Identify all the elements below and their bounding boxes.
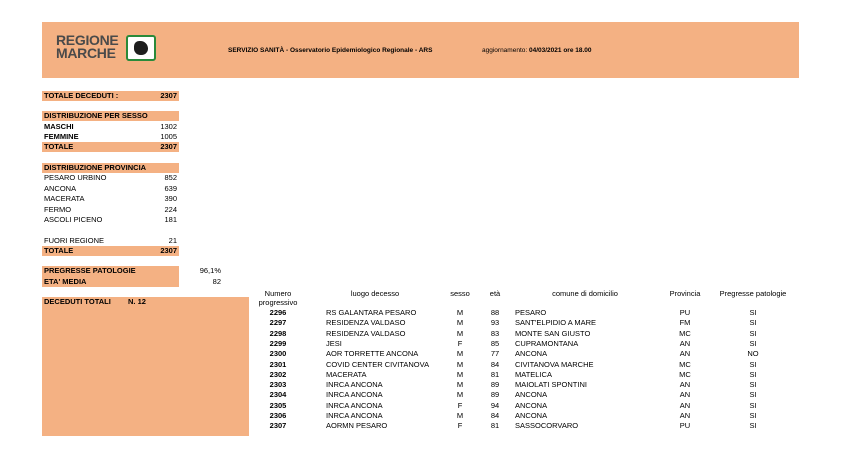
cell-place: RS GALANTARA PESARO	[326, 308, 417, 317]
cell-prov: AN	[679, 400, 691, 410]
outside-region-value: 21	[168, 236, 177, 245]
sex-total-label: TOTALE	[44, 142, 74, 151]
province-pu-label: PESARO URBINO	[44, 173, 107, 182]
cell-age: 94	[490, 400, 500, 410]
cell-place: INRCA ANCONA	[326, 380, 383, 390]
col-header-city: comune di domicilio	[552, 289, 618, 298]
cell-num: 2306	[269, 411, 287, 420]
cell-city: ANCONA	[515, 390, 548, 400]
province-an-label: ANCONA	[44, 183, 77, 193]
cell-path: SI	[749, 328, 757, 338]
province-total-label: TOTALE	[44, 246, 74, 255]
regione-marche-logo	[56, 34, 156, 66]
cell-prov: MC	[679, 328, 691, 338]
cell-age: 88	[490, 308, 500, 317]
cell-sex: M	[456, 349, 464, 359]
col-header-prov: Provincia	[669, 289, 701, 298]
cell-path: NO	[747, 349, 759, 359]
cell-num: 2304	[269, 390, 287, 400]
report-header	[42, 22, 799, 78]
cell-prov: MC	[679, 359, 691, 369]
province-an-value: 639	[164, 183, 177, 193]
cell-sex: F	[457, 421, 463, 431]
cell-place: RESIDENZA VALDASO	[326, 328, 406, 338]
province-mc-label: MACERATA	[44, 194, 85, 203]
province-total-value: 2307	[160, 246, 177, 255]
cell-sex: M	[456, 359, 464, 369]
cell-sex: F	[457, 338, 463, 348]
table-row	[0, 421, 841, 431]
province-pu-value: 852	[164, 173, 177, 182]
cell-place: INRCA ANCONA	[326, 411, 383, 420]
cell-prov: AN	[679, 380, 691, 390]
cell-sex: M	[456, 308, 464, 317]
pathologies-label: PREGRESSE PATOLOGIE	[44, 266, 136, 275]
cell-prov: FM	[679, 318, 691, 328]
region-emblem-icon	[126, 35, 156, 61]
cell-prov: AN	[679, 411, 691, 420]
table-row	[0, 360, 841, 370]
cell-sex: M	[456, 390, 464, 400]
cell-path: SI	[749, 400, 757, 410]
province-fm-label: FERMO	[44, 204, 72, 214]
cell-num: 2300	[269, 349, 287, 359]
cell-sex: M	[456, 328, 464, 338]
cell-city: ANCONA	[515, 349, 548, 359]
cell-num: 2307	[269, 421, 287, 431]
table-row	[0, 411, 841, 421]
cell-num: 2303	[269, 380, 287, 390]
cell-path: SI	[749, 390, 757, 400]
province-title: DISTRIBUZIONE PROVINCIA	[44, 163, 147, 172]
cell-place: AORMN PESARO	[326, 421, 388, 431]
cell-prov: AN	[679, 349, 691, 359]
cell-age: 89	[490, 390, 500, 400]
cell-age: 84	[490, 359, 500, 369]
cell-prov: AN	[679, 338, 691, 348]
sex-male-label: MASCHI	[44, 122, 74, 131]
cell-num: 2301	[269, 359, 287, 369]
daily-deaths-value: N. 12	[128, 297, 146, 306]
cell-place: INRCA ANCONA	[326, 390, 383, 400]
table-row	[0, 318, 841, 328]
sex-male-value: 1302	[160, 122, 177, 131]
cell-num: 2305	[269, 400, 287, 410]
outside-region-label: FUORI REGIONE	[44, 236, 105, 245]
cell-city: SASSOCORVARO	[515, 421, 579, 431]
cell-prov: MC	[679, 369, 691, 379]
table-row	[0, 339, 841, 349]
cell-sex: M	[456, 411, 464, 420]
cell-place: RESIDENZA VALDASO	[326, 318, 406, 328]
cell-city: MONTE SAN GIUSTO	[515, 328, 591, 338]
cell-age: 81	[490, 369, 500, 379]
cell-num: 2296	[269, 308, 287, 317]
cell-path: SI	[749, 369, 757, 379]
cell-sex: F	[457, 400, 463, 410]
table-row	[0, 380, 841, 390]
cell-prov: PU	[679, 421, 691, 431]
avg-age-value: 82	[212, 277, 221, 286]
cell-place: MACERATA	[326, 369, 367, 379]
province-mc-value: 390	[164, 194, 177, 203]
cell-prov: PU	[679, 308, 691, 317]
logo-text	[56, 34, 118, 60]
cell-city: ANCONA	[515, 411, 548, 420]
cell-place: AOR TORRETTE ANCONA	[326, 349, 419, 359]
total-deaths-label: TOTALE DECEDUTI :	[44, 91, 119, 100]
cell-age: 81	[490, 421, 500, 431]
cell-num: 2299	[269, 338, 287, 348]
cell-city: SANT'ELPIDIO A MARE	[515, 318, 597, 328]
sex-title: DISTRIBUZIONE PER SESSO	[44, 111, 148, 120]
cell-num: 2297	[269, 318, 287, 328]
cell-sex: M	[456, 318, 464, 328]
cell-prov: AN	[679, 390, 691, 400]
cell-age: 83	[490, 328, 500, 338]
daily-deaths-label: DECEDUTI TOTALI	[44, 297, 111, 306]
province-fm-value: 224	[164, 204, 177, 214]
cell-path: SI	[749, 338, 757, 348]
logo-line2: MARCHE	[56, 45, 116, 61]
cell-age: 89	[490, 380, 500, 390]
cell-city: ANCONA	[515, 400, 548, 410]
cell-num: 2298	[269, 328, 287, 338]
cell-path: SI	[749, 318, 757, 328]
avg-age-label: ETA' MEDIA	[44, 277, 87, 286]
cell-path: SI	[749, 308, 757, 317]
table-row	[0, 370, 841, 380]
table-row	[0, 308, 841, 318]
table-row	[0, 401, 841, 411]
cell-city: CUPRAMONTANA	[515, 338, 579, 348]
col-header-sex: sesso	[450, 289, 470, 298]
update-value: 04/03/2021 ore 18.00	[528, 47, 592, 54]
sex-female-value: 1005	[160, 132, 177, 141]
sex-total-value: 2307	[160, 142, 177, 151]
cell-path: SI	[749, 411, 757, 420]
cell-city: PESARO	[515, 308, 547, 317]
cell-num: 2302	[269, 369, 287, 379]
cell-age: 84	[490, 411, 500, 420]
service-title: SERVIZIO SANITÀ - Osservatorio Epidemiologico Regionale - ARS	[228, 47, 433, 54]
col-header-path: Pregresse patologie	[719, 289, 787, 298]
sex-female-label: FEMMINE	[44, 132, 79, 141]
cell-age: 85	[490, 338, 500, 348]
table-row	[0, 349, 841, 359]
cell-place: INRCA ANCONA	[326, 400, 383, 410]
cell-age: 77	[490, 349, 500, 359]
cell-city: MATELICA	[515, 369, 552, 379]
cell-sex: M	[456, 369, 464, 379]
col-header-num: Numero progressivo	[258, 289, 298, 307]
cell-city: CIVITANOVA MARCHE	[515, 359, 594, 369]
province-ap-label: ASCOLI PICENO	[44, 215, 103, 224]
cell-path: SI	[749, 380, 757, 390]
pathologies-value: 96,1%	[199, 266, 221, 275]
cell-path: SI	[749, 359, 757, 369]
update-label: aggiornamento:	[482, 47, 528, 54]
table-row	[0, 329, 841, 339]
total-deaths-value: 2307	[160, 91, 177, 100]
col-header-place: luogo decesso	[350, 289, 400, 298]
province-ap-value: 181	[164, 215, 177, 224]
cell-place: COVID CENTER CIVITANOVA	[326, 359, 430, 369]
cell-sex: M	[456, 380, 464, 390]
update-info	[482, 47, 592, 54]
table-row	[0, 390, 841, 400]
cell-path: SI	[749, 421, 757, 431]
cell-place: JESI	[326, 338, 342, 348]
logo-line1: REGIONE	[56, 32, 119, 48]
cell-city: MAIOLATI SPONTINI	[515, 380, 587, 390]
col-header-age: età	[489, 289, 501, 298]
cell-age: 93	[490, 318, 500, 328]
